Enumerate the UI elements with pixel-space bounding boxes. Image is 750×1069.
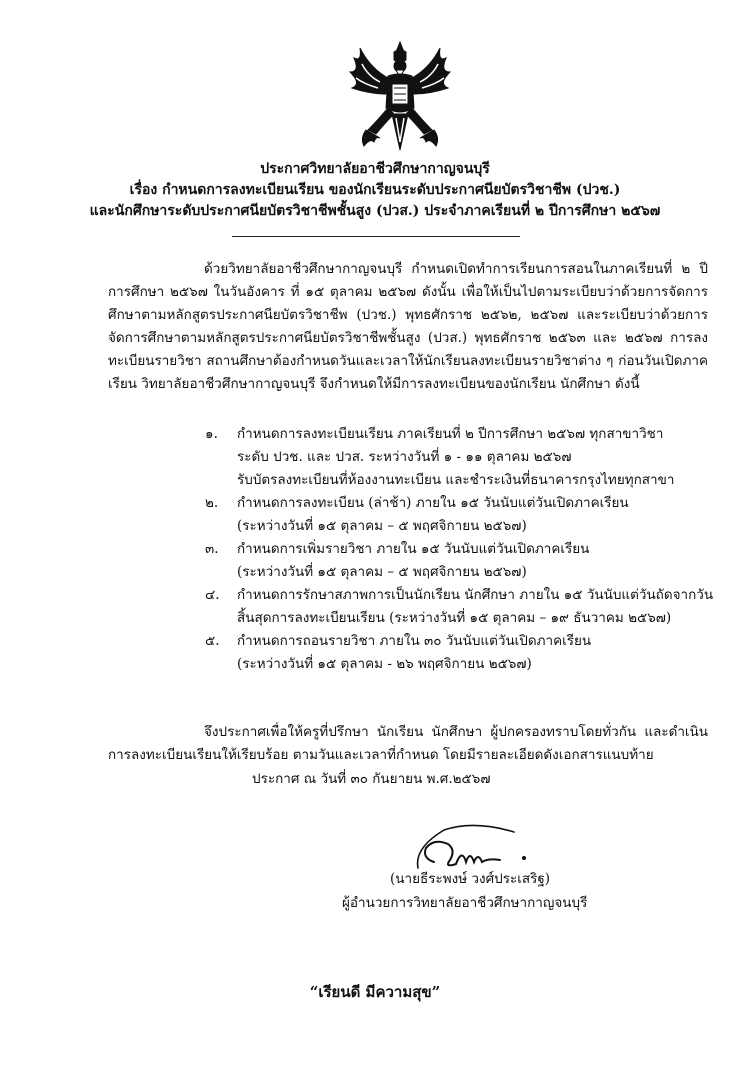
- heading-divider: [232, 236, 520, 237]
- list-item-line: กำหนดการเพิ่มรายวิชา ภายใน ๑๕ วันนับแต่วันเปิดภาคเรียน: [237, 541, 590, 557]
- list-item-number: ๓.: [205, 541, 219, 557]
- heading-subject: เรื่อง กำหนดการลงทะเบียนเรียน ของนักเรียนระดับประกาศนียบัตรวิชาชีพ (ปวช.): [129, 182, 621, 198]
- list-item-line: กำหนดการลงทะเบียนเรียน ภาคเรียนที่ ๒ ปีการศึกษา ๒๕๖๗ ทุกสาขาวิชา: [237, 426, 664, 442]
- list-item: [205, 492, 715, 538]
- intro-section: [108, 258, 708, 396]
- document-heading: [60, 159, 690, 222]
- heading-subject-continued: และนักศึกษาระดับประกาศนียบัตรวิชาชีพชั้นสูง (ปวส.) ประจำภาคเรียนที่ ๒ ปีการศึกษา ๒๕๖๗: [89, 203, 661, 219]
- signer-position: ผู้อำนวยการวิทยาลัยอาชีวศึกษากาญจนบุรี: [342, 895, 588, 911]
- list-item-line: (ระหว่างวันที่ ๑๕ ตุลาคม – ๕ พฤศจิกายน ๒๕๖๗): [237, 564, 527, 580]
- list-item-line: (ระหว่างวันที่ ๑๕ ตุลาคม – ๕ พฤศจิกายน ๒๕๖๗): [237, 518, 527, 534]
- announcement-date: ประกาศ ณ วันที่ ๓๐ กันยายน พ.ศ.๒๕๖๗: [252, 771, 491, 787]
- schedule-list: [205, 423, 715, 676]
- list-item-line: สิ้นสุดการลงทะเบียนเรียน (ระหว่างวันที่ ๑๕ ตุลาคม – ๑๙ ธันวาคม ๒๕๖๗): [237, 610, 672, 626]
- list-item-line: กำหนดการถอนรายวิชา ภายใน ๓๐ วันนับแต่วันเปิดภาคเรียน: [237, 633, 592, 649]
- list-item-number: ๕.: [205, 633, 220, 649]
- list-item-line: ระดับ ปวช. และ ปวส. ระหว่างวันที่ ๑ - ๑๑ ตุลาคม ๒๕๖๗: [237, 449, 572, 465]
- intro-paragraph: ด้วยวิทยาลัยอาชีวศึกษากาญจนบุรี กำหนดเปิดทำการเรียนการสอนในภาคเรียนที่ ๒ ปีการศึกษา ๒๕๖๗ ในวันอังคาร ที่ ๑๕ ตุลาคม ๒๕๖๗ ดังนั้น เพื่อให้เป็นไปตามระเบียบว่าด้วยการจัดการศึกษาตามหลักสูตรประกาศนียบัตรวิชาชีพ (ปวช.) พุทธศักราช ๒๕๖๒, ๒๕๖๗ และระเบียบว่าด้วยการจัดการศึกษาตามหลักสูตรประกาศนียบัตรวิชาชีพชั้นสูง (ปวส.) พุทธศักราช ๒๕๖๓ และ ๒๕๖๗ การลงทะเบียนรายวิชา สถานศึกษาต้องกำหนดวันและเวลาให้นักเรียนลงทะเบียนรายวิชาต่าง ๆ ก่อนวันเปิดภาคเรียน วิทยาลัยอาชีวศึกษากาญจนบุรี จึงกำหนดให้มีการลงทะเบียนของนักเรียน นักศึกษา ดังนี้: [108, 261, 708, 392]
- list-item: [205, 423, 715, 492]
- garuda-emblem-icon: [340, 38, 460, 158]
- list-item-number: ๒.: [205, 495, 219, 511]
- heading-title: ประกาศวิทยาลัยอาชีวศึกษากาญจนบุรี: [260, 161, 490, 177]
- list-item: [205, 630, 715, 676]
- list-item-number: ๔.: [205, 587, 220, 603]
- list-item-number: ๑.: [205, 426, 218, 442]
- motto: “เรียนดี มีความสุข”: [309, 983, 441, 1001]
- list-item-line: กำหนดการลงทะเบียน (ล่าช้า) ภายใน ๑๕ วันนับแต่วันเปิดภาคเรียน: [237, 495, 629, 511]
- list-item: [205, 584, 715, 630]
- list-item-line: (ระหว่างวันที่ ๑๕ ตุลาคม - ๒๖ พฤศจิกายน ๒๕๖๗): [237, 656, 532, 672]
- list-item: [205, 538, 715, 584]
- closing-paragraph: จึงประกาศเพื่อให้ครูที่ปรึกษา นักเรียน นักศึกษา ผู้ปกครองทราบโดยทั่วกัน และดำเนินการลงทะเบียนเรียนให้เรียบร้อย ตามวันและเวลาที่กำหนด โดยมีรายละเอียดดังเอกสารแนบท้าย: [108, 723, 708, 763]
- signer-name: (นายธีระพงษ์ วงศ์ประเสริฐ): [390, 871, 551, 887]
- list-item-line: รับบัตรลงทะเบียนที่ห้องงานทะเบียน และชำระเงินที่ธนาคารกรุงไทยทุกสาขา: [237, 472, 675, 488]
- list-item-line: กำหนดการรักษาสภาพการเป็นนักเรียน นักศึกษา ภายใน ๑๕ วันนับแต่วันถัดจากวัน: [237, 587, 714, 603]
